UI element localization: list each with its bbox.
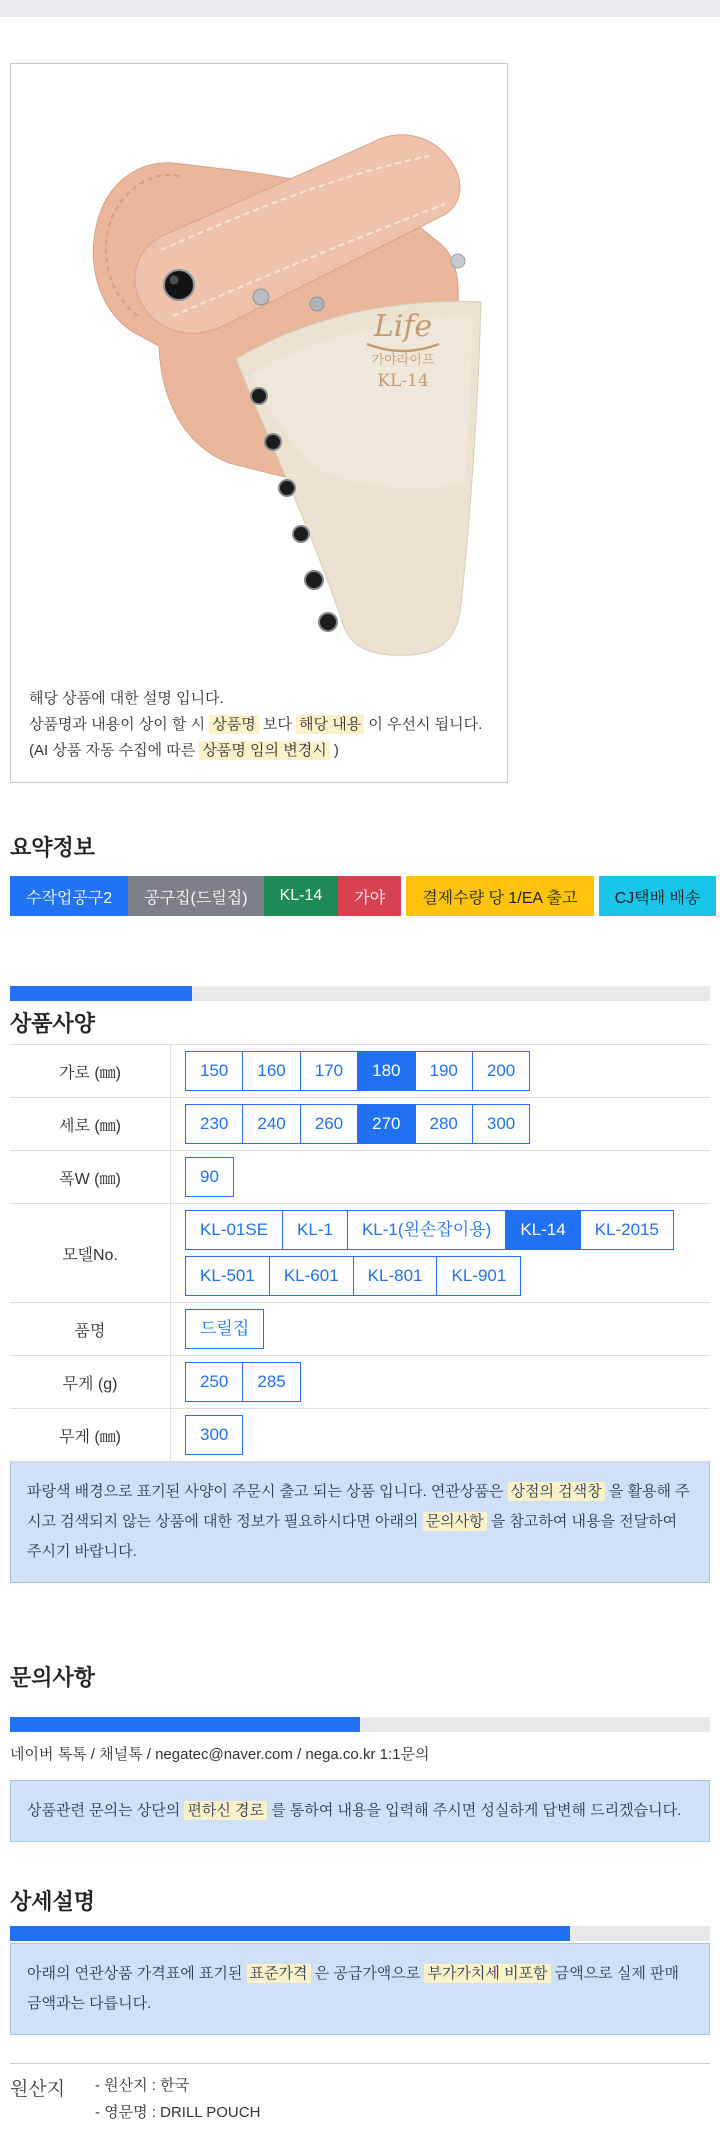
section-summary — [10, 833, 710, 916]
option-chip[interactable]: KL-1(왼손잡이용) — [347, 1210, 506, 1250]
section-inquiry — [10, 1663, 710, 1842]
option-chip-selected[interactable]: 180 — [357, 1051, 415, 1091]
text: 을 활용해 주시고 검색되지 않는 상품에 대한 정보가 필요하시다면 아래의 — [27, 1483, 690, 1530]
spec-row — [10, 1151, 710, 1204]
summary-badge: 수작업공구2 — [10, 876, 128, 916]
specs-progress-bar — [10, 986, 710, 1001]
origin-lines — [95, 2072, 260, 2126]
spec-row-options — [171, 1409, 243, 1461]
product-description-line — [29, 738, 489, 764]
spec-row — [10, 1409, 710, 1461]
spec-row-label: 가로 (㎜) — [10, 1045, 171, 1097]
highlighted-text: 상품명 — [209, 715, 258, 734]
text: 금액으로 실제 판매금액과는 다릅니다. — [27, 1965, 679, 2012]
option-chip[interactable]: 150 — [185, 1051, 243, 1091]
spec-row-options — [171, 1045, 530, 1097]
option-chip[interactable]: KL-501 — [185, 1256, 270, 1296]
section-detail — [10, 1887, 710, 2035]
product-image — [11, 64, 507, 682]
summary-badge: 결제수량 당 1/EA 출고 — [406, 876, 593, 916]
highlighted-text: 상품명 임의 변경시 — [199, 741, 329, 760]
option-chip[interactable]: 160 — [242, 1051, 300, 1091]
text: 을 참고하여 내용을 전달하여 주시기 바랍니다. — [27, 1513, 678, 1560]
option-chip[interactable]: KL-901 — [436, 1256, 521, 1296]
text: 상품관련 문의는 상단의 — [27, 1802, 185, 1819]
summary-badge: CJ택배 배송 — [599, 876, 717, 916]
detail-heading: 상세설명 — [10, 1889, 96, 1914]
spec-row-options — [171, 1098, 530, 1150]
option-chip[interactable]: 285 — [242, 1362, 300, 1402]
option-chip[interactable]: KL-601 — [269, 1256, 354, 1296]
summary-badge: KL-14 — [264, 876, 339, 916]
option-chip-group — [185, 1362, 301, 1402]
text: 를 통하여 내용을 입력해 주시면 성실하게 답변해 드리겠습니다. — [267, 1802, 682, 1819]
specs-progress-fill — [10, 986, 192, 1001]
highlighted-text: 상점의 검색창 — [508, 1482, 605, 1501]
text: 보다 — [258, 716, 297, 733]
option-chip-selected[interactable]: KL-14 — [505, 1210, 580, 1250]
top-bar — [0, 0, 720, 17]
inquiry-progress-fill — [10, 1717, 360, 1732]
spec-row — [10, 1303, 710, 1356]
option-chip[interactable]: 280 — [415, 1104, 473, 1144]
spec-row-label: 폭W (㎜) — [10, 1151, 171, 1203]
text: 해당 상품에 대한 설명 입니다. — [29, 690, 224, 707]
origin-line-country: - 원산지 : 한국 — [95, 2077, 190, 2094]
inquiry-heading: 문의사항 — [10, 1665, 96, 1690]
option-chip-group — [185, 1415, 243, 1455]
snap-button — [164, 270, 194, 300]
section-origin — [10, 2063, 710, 2126]
option-chip[interactable]: 250 — [185, 1362, 243, 1402]
option-chip-selected[interactable]: 270 — [357, 1104, 415, 1144]
highlighted-text: 편하신 경로 — [184, 1801, 267, 1820]
text: 이 우선시 됩니다. — [364, 716, 483, 733]
specs-note — [10, 1462, 710, 1583]
spec-row-label: 모델No. — [10, 1204, 171, 1302]
snap-button-highlight — [170, 276, 179, 285]
option-chip[interactable]: KL-01SE — [185, 1210, 283, 1250]
option-chip[interactable]: 230 — [185, 1104, 243, 1144]
highlighted-text: 문의사항 — [423, 1512, 487, 1531]
product-description-line — [29, 686, 489, 712]
spec-row-options — [171, 1204, 674, 1302]
spec-row-options — [171, 1303, 264, 1355]
option-chip[interactable]: 300 — [472, 1104, 530, 1144]
spec-row — [10, 1204, 710, 1303]
text: 은 공급가액으로 — [310, 1965, 425, 1982]
inquiry-contact-line: 네이버 톡톡 / 채널톡 / negatec@naver.com / nega.co.kr 1:1문의 — [10, 1746, 430, 1763]
option-chip[interactable]: KL-1 — [282, 1210, 348, 1250]
text: (AI 상품 자동 수집에 따른 — [29, 742, 200, 759]
product-description-text — [11, 682, 507, 782]
text: 파랑색 배경으로 표기된 사양이 주문시 출고 되는 상품 입니다. 연관상품은 — [27, 1483, 508, 1500]
option-chip[interactable]: KL-2015 — [580, 1210, 674, 1250]
origin-line-english: - 영문명 : DRILL POUCH — [95, 2104, 261, 2121]
option-chip-group — [185, 1256, 674, 1296]
spec-table — [10, 1044, 710, 1462]
highlighted-text: 해당 내용 — [296, 715, 364, 734]
summary-badge: 가야 — [338, 876, 401, 916]
option-chip[interactable]: 240 — [242, 1104, 300, 1144]
option-chip[interactable]: 260 — [300, 1104, 358, 1144]
page-content — [10, 63, 710, 2126]
detail-note — [10, 1943, 710, 2035]
option-chip[interactable]: KL-801 — [353, 1256, 438, 1296]
text: 아래의 연관상품 가격표에 표기된 — [27, 1965, 247, 1982]
option-chip-group — [185, 1051, 530, 1091]
option-chip[interactable]: 드릴집 — [185, 1309, 264, 1349]
rivet — [253, 289, 269, 305]
rivet — [310, 297, 324, 311]
highlighted-text: 부가가치세 비포함 — [424, 1964, 550, 1983]
option-chip-group — [185, 1157, 234, 1197]
option-chip[interactable]: 190 — [415, 1051, 473, 1091]
section-specs — [10, 986, 710, 1583]
option-chip-group — [185, 1104, 530, 1144]
inquiry-progress-bar — [10, 1717, 710, 1732]
option-chip[interactable]: 300 — [185, 1415, 243, 1455]
inquiry-note — [10, 1780, 710, 1842]
spec-row — [10, 1356, 710, 1409]
option-chip-group — [185, 1309, 264, 1349]
summary-heading: 요약정보 — [10, 835, 96, 860]
summary-badge: 공구집(드릴집) — [128, 876, 263, 916]
text: ) — [329, 742, 339, 759]
stamp-brand: Life — [373, 309, 433, 344]
spec-row-options — [171, 1356, 301, 1408]
product-description-line — [29, 712, 489, 738]
spec-row — [10, 1045, 710, 1098]
detail-progress-bar — [10, 1926, 710, 1941]
spec-row-label: 세로 (㎜) — [10, 1098, 171, 1150]
product-description-box — [10, 63, 508, 783]
text: 상품명과 내용이 상이 할 시 — [29, 716, 210, 733]
spec-row — [10, 1098, 710, 1151]
stamp-brand-kr: 가야라이프 — [371, 352, 435, 367]
rivet — [451, 254, 465, 268]
specs-heading: 상품사양 — [10, 1011, 96, 1036]
option-chip[interactable]: 170 — [300, 1051, 358, 1091]
origin-label: 원산지 — [10, 2079, 66, 2100]
option-chip-group — [185, 1210, 674, 1250]
option-chip[interactable]: 90 — [185, 1157, 234, 1197]
spec-row-options — [171, 1151, 234, 1203]
detail-progress-fill — [10, 1926, 570, 1941]
option-chip[interactable]: 200 — [472, 1051, 530, 1091]
spec-row-label: 무게 (g) — [10, 1356, 171, 1408]
stamp-model: KL-14 — [377, 371, 429, 391]
spec-row-label: 품명 — [10, 1303, 171, 1355]
summary-badges — [10, 876, 710, 916]
highlighted-text: 표준가격 — [247, 1964, 311, 1983]
spec-row-label: 무게 (㎜) — [10, 1409, 171, 1461]
